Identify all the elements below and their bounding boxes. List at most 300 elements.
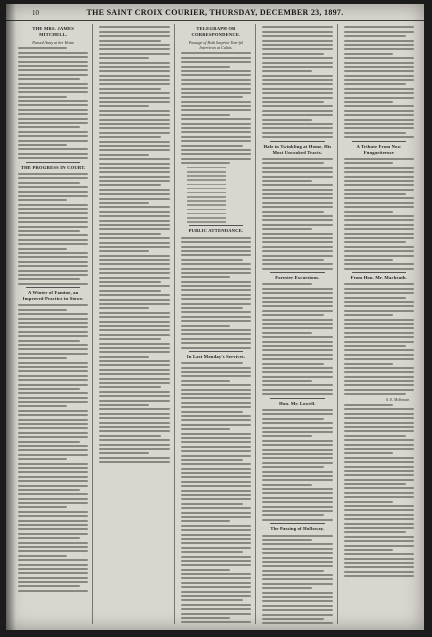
text-line [99,373,169,375]
section-heading: Forester Excursions. [275,275,320,281]
text-line [99,70,169,72]
text-line [344,268,414,270]
text-line [181,281,251,283]
text-line [18,91,88,93]
text-line [18,384,88,386]
text-line [18,362,88,364]
text-line [262,596,332,598]
text-line [344,466,414,468]
text-line [99,105,148,107]
text-line [262,418,324,420]
text-line [344,48,414,50]
text-line [262,237,332,239]
text-line [344,470,414,472]
signature: A. E. McKenzie. [385,397,411,402]
text-line [181,586,251,588]
text-line [99,119,169,121]
text-line [344,193,406,195]
text-line [344,88,414,90]
text-line [344,206,414,208]
text-line [262,552,332,554]
text-line [99,48,169,50]
text-line [344,40,414,42]
text-line [181,254,251,256]
text-line [262,171,332,173]
text-line [262,132,332,134]
text-line [181,591,251,593]
text-line [344,461,414,463]
text-line [99,294,169,296]
text-line [344,327,414,329]
text-line [262,297,332,299]
text-line [18,392,88,394]
text-line [99,285,169,287]
text-line [181,114,230,116]
text-line [99,233,161,235]
text-line [262,376,332,378]
text-line [344,349,414,351]
text-line [18,239,88,241]
text-line [181,551,243,553]
text-line [18,109,88,111]
text-line [344,255,414,257]
section-rule [270,141,324,142]
article-subheadline: Passage of Both Surprise Tear-ful Interviews at Calais. [188,40,244,50]
text-line [181,96,243,98]
text-line [99,242,169,244]
text-line [18,533,88,535]
section-heading: In Last Monday's Services. [186,353,246,359]
text-line [262,380,311,382]
text-line [18,173,88,175]
text-block [262,283,332,395]
text-line [262,565,332,567]
text-line [99,268,169,270]
text-line [344,237,414,239]
text-line [99,430,169,432]
text-line [181,241,251,243]
text-line [18,524,88,526]
text-line [262,123,332,125]
text-line [262,514,324,516]
text-line [262,246,332,248]
text-line [99,184,161,186]
text-line [181,380,230,382]
text-line [99,303,169,305]
list-line [187,167,226,169]
text-line [344,417,414,419]
text-line [18,226,88,228]
text-line [262,479,332,481]
text-line [344,558,414,560]
text-line [344,26,414,28]
text-line [344,426,414,428]
text-line [18,118,88,120]
column-2 [99,24,174,624]
text-line [181,250,251,252]
text-line [262,384,332,386]
text-line [18,568,88,570]
text-line [262,241,332,243]
text-line [18,370,88,372]
text-line [181,362,243,364]
text-line [181,140,251,142]
text-line [262,197,332,199]
text-line [18,256,88,258]
section-rule [352,141,406,142]
text-line [181,520,230,522]
text-line [18,140,88,142]
text-line [99,404,148,406]
text-line [344,83,406,85]
text-line [181,556,251,558]
text-line [18,186,88,188]
column-3 [181,24,256,624]
text-line [18,528,88,530]
text-line [99,110,169,112]
text-line [99,220,169,222]
text-line [262,219,332,221]
section-rule [189,351,243,352]
text-line [344,105,414,107]
text-line [18,87,88,89]
text-line [18,423,88,425]
text-line [18,278,80,280]
text-line [99,237,169,239]
text-line [181,316,251,318]
text-line [344,487,414,489]
text-line [181,450,251,452]
section-rule [270,398,324,399]
text-line [181,472,251,474]
text-line [99,246,169,248]
text-line [344,283,414,285]
text-line [181,367,251,369]
text-line [181,402,251,404]
text-line [262,561,332,563]
text-line [181,127,251,129]
text-line [99,347,169,349]
text-line [262,510,332,512]
text-line [181,74,251,76]
text-line [262,471,332,473]
text-line [181,393,251,395]
text-line [181,79,251,81]
text-line [262,462,332,464]
text-line [344,422,414,424]
text-line [262,180,311,182]
text-line [99,92,169,94]
text-line [181,446,251,448]
text-line [18,344,88,346]
text-line [344,479,414,481]
text-line [18,331,88,333]
text-line [18,113,88,115]
text-line [181,507,251,509]
text-line [181,415,251,417]
text-line [18,546,88,548]
text-line [344,189,414,191]
text-line [181,320,251,322]
text-line [99,391,169,393]
text-line [99,149,169,151]
text-line [99,413,169,415]
text-line [181,503,243,505]
text-line [181,608,251,610]
text-line [99,369,169,371]
text-line [344,389,414,391]
text-line [18,485,88,487]
text-line [181,494,251,496]
text-line [344,523,414,525]
text-line [344,496,414,498]
text-line [181,516,251,518]
text-line [18,445,88,447]
text-line [344,444,414,446]
list-line [187,179,226,181]
text-line [344,367,414,369]
text-line [262,535,332,537]
text-line [344,380,414,382]
text-line [18,61,88,63]
text-line [18,313,88,315]
text-line [99,123,169,125]
text-line [18,252,88,254]
text-line [18,65,88,67]
text-line [99,62,169,64]
text-line [262,310,332,312]
text-line [344,492,414,494]
text-line [344,341,414,343]
text-line [99,198,169,200]
section-rule [270,272,324,273]
text-line [344,514,414,516]
text-line [262,228,311,230]
text-line [99,127,169,129]
text-line [262,349,332,351]
text-line [181,542,251,544]
text-block [344,404,414,577]
text-line [181,105,251,107]
text-line [18,401,88,403]
text-line [344,288,414,290]
list-line [187,209,226,211]
text-line [181,564,251,566]
text-line [262,119,311,121]
text-line [344,292,414,294]
text-line [18,144,67,146]
text-line [262,66,332,68]
text-line [99,439,169,441]
section-heading: THE PROGRESS IN COURT. [20,164,86,170]
text-line [262,292,332,294]
text-line [18,318,88,320]
text-line [18,122,88,124]
text-line [344,162,393,164]
text-line [99,356,148,358]
text-line [181,613,251,615]
text-line [181,512,251,514]
text-line [262,327,332,329]
text-line [18,564,88,566]
text-line [344,549,393,551]
text-line [262,332,311,334]
text-line [344,202,414,204]
text-line [99,364,169,366]
text-line [181,325,230,327]
text-line [262,363,324,365]
text-line [181,83,251,85]
text-line [99,114,169,116]
column-1 [18,24,93,624]
list-block [181,167,251,223]
text-line [344,228,414,230]
text-line [181,481,251,483]
text-line [344,110,414,112]
text-line [344,452,393,454]
text-line [18,135,88,137]
text-line [99,211,169,213]
text-line [18,234,88,236]
text-line [99,189,169,191]
text-line [181,101,251,103]
text-line [18,537,80,539]
text-line [262,283,311,285]
text-line [181,285,251,287]
text-line [262,614,332,616]
text-line [18,261,88,263]
text-line [181,397,251,399]
text-line [262,488,332,490]
text-line [262,189,332,191]
text-line [18,208,88,210]
text-line [18,131,88,133]
text-line [344,66,414,68]
text-line [99,250,148,252]
list-line [187,192,226,194]
text-line [18,572,88,574]
text-line [18,463,88,465]
text-line [344,246,414,248]
text-line [18,153,88,155]
text-line [262,409,332,411]
text-line [344,413,414,415]
text-line [262,618,324,620]
text-line [344,62,414,64]
section-rule [189,225,243,226]
text-line [99,206,169,208]
section-heading: A Winter of Famine, an Improved Practice in Stowe. [22,290,84,302]
text-line [262,70,311,72]
text-line [262,389,332,391]
text-line [99,180,169,182]
text-line [181,237,251,239]
text-line [18,221,88,223]
text-line [344,224,414,226]
text-line [262,583,332,585]
scan-shadow [6,4,16,630]
text-line [18,104,88,106]
text-line [344,263,414,265]
text-line [99,343,169,345]
text-line [344,53,393,55]
text-line [181,303,251,305]
text-line [181,525,251,527]
text-line [262,75,332,77]
section-heading: Hon. Mr. Lowell. [279,400,316,406]
text-line [344,180,414,182]
text-line [344,127,414,129]
text-line [181,272,251,274]
text-line [18,100,88,102]
text-line [181,538,251,540]
text-line [99,44,169,46]
text-line [99,66,169,68]
text-line [99,215,169,217]
text-line [344,408,414,410]
text-line [18,449,88,451]
text-line [262,431,332,433]
text-line [344,566,414,568]
text-line [99,75,169,77]
text-line [18,191,88,193]
text-line [18,476,88,478]
section-rule [26,287,80,288]
text-line [99,35,169,37]
text-line [181,534,251,536]
text-line [344,345,406,347]
text-line [99,158,169,160]
text-line [99,277,169,279]
text-line [99,334,169,336]
text-line [262,44,332,46]
text-line [99,444,169,446]
text-line [344,448,414,450]
text-line [18,436,88,438]
text-line [344,505,414,507]
text-line [18,265,88,267]
text-line [344,430,414,432]
text-line [262,484,311,486]
text-line [262,250,332,252]
columns [18,24,418,624]
text-line [99,53,169,55]
text-line [18,397,88,399]
text-block [344,26,414,138]
text-line [181,276,230,278]
text-line [262,26,332,28]
text-line [262,367,332,369]
text-line [262,578,332,580]
text-line [344,167,414,169]
text-line [99,448,169,450]
list-line [187,171,226,173]
text-line [99,290,161,292]
text-line [181,411,243,413]
text-line [181,560,251,562]
text-line [262,435,311,437]
text-line [181,347,251,349]
text-line [99,176,169,178]
text-line [99,452,148,454]
text-line [262,224,332,226]
text-line [262,341,332,343]
text-line [262,319,332,321]
text-line [262,105,332,107]
text-line [262,413,332,415]
text-line [262,393,332,395]
text-line [262,268,332,270]
